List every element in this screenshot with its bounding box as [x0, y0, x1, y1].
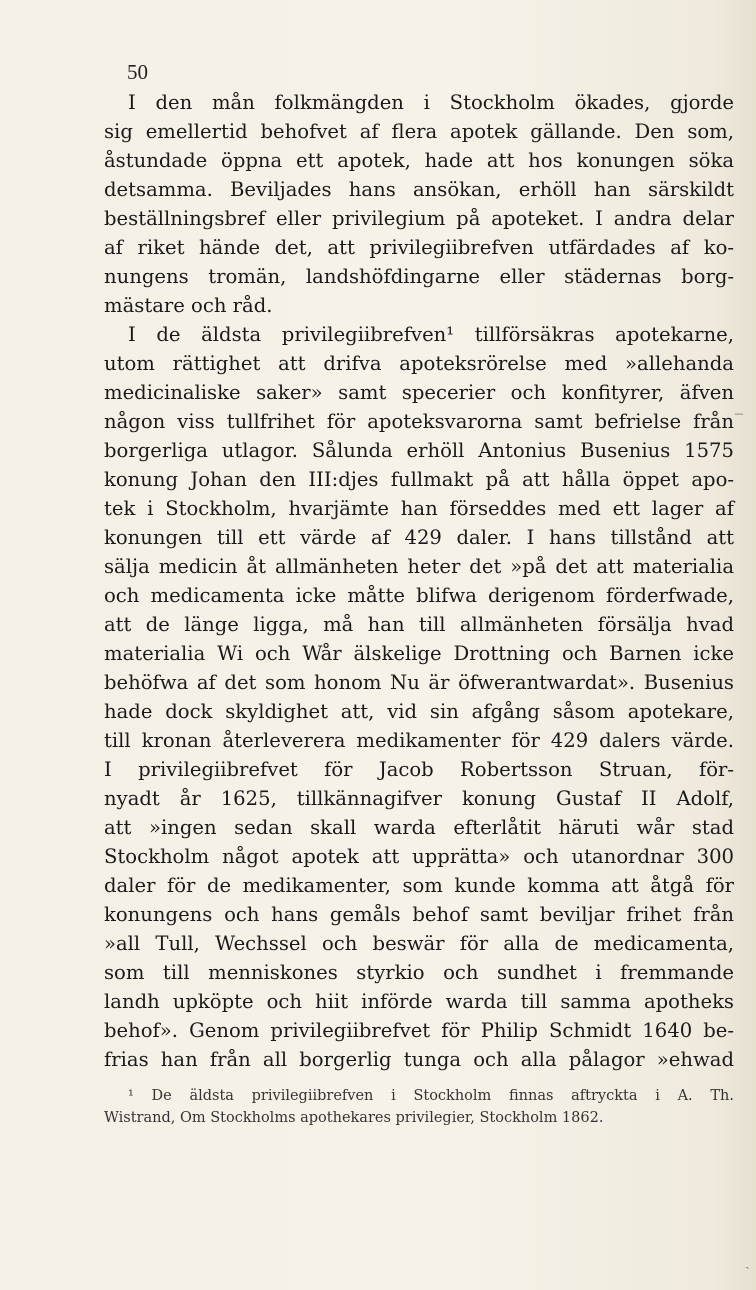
text-line: medicinaliske saker» samt specerier och konfityrer, äfven: [104, 381, 734, 404]
margin-tick-mark: ˎ: [745, 1255, 750, 1270]
text-line: detsamma. Beviljades hans ansökan, erhöll han särskildt: [104, 178, 734, 201]
text-line: landh upköpte och hiit införde warda till samma apotheks: [104, 990, 734, 1013]
text-line: I privilegiibrefvet för Jacob Robertsson Struan, för-: [104, 758, 734, 781]
text-line: borgerliga utlagor. Sålunda erhöll Antonius Busenius 1575: [104, 439, 734, 462]
margin-dash-mark: –: [735, 405, 743, 422]
text-line: att de länge ligga, må han till allmänheten försälja hvad: [104, 613, 734, 636]
text-line: som till menniskones styrkio och sundhet i fremmande: [104, 961, 734, 984]
footnote: [104, 1085, 734, 1129]
text-line: konung Johan den III:djes fullmakt på att hålla öppet apo-: [104, 468, 734, 491]
text-line: åstundade öppna ett apotek, hade att hos konungen söka: [104, 149, 734, 172]
footnote-line: Wistrand, Om Stockholms apothekares privilegier, Stockholm 1862.: [104, 1110, 604, 1126]
text-line: daler för de medikamenter, som kunde komma att åtgå för: [104, 874, 734, 897]
footnote-line: ¹ De äldsta privilegiibrefven i Stockholm finnas aftryckta i A. Th.: [128, 1088, 734, 1104]
page-number: 50: [127, 60, 148, 84]
text-line: behöfwa af det som honom Nu är öfwerantwardat». Busenius: [104, 671, 734, 694]
text-line: frias han från all borgerlig tunga och alla pålagor »ehwad: [104, 1048, 734, 1071]
text-line: Stockholm något apotek att upprätta» och utanordnar 300: [104, 845, 734, 868]
text-line: sälja medicin åt allmänheten heter det »på det att materialia: [104, 555, 734, 578]
body-text: [104, 88, 734, 1074]
text-line: utom rättighet att drifva apoteksrörelse med »allehanda: [104, 352, 734, 375]
text-line: I den mån folkmängden i Stockholm ökades, gjorde: [128, 91, 734, 114]
text-line: nungens tromän, landshöfdingarne eller städernas borg-: [104, 265, 734, 288]
text-line: och medicamenta icke måtte blifwa derigenom förderfwade,: [104, 584, 734, 607]
text-line: till kronan återleverera medikamenter för 429 dalers värde.: [104, 729, 734, 752]
text-line: att »ingen sedan skall warda efterlåtit häruti wår stad: [104, 816, 734, 839]
text-line: materialia Wi och Wår älskelige Drottning och Barnen icke: [104, 642, 734, 665]
text-line: nyadt år 1625, tillkännagifver konung Gustaf II Adolf,: [104, 787, 734, 810]
text-line: hade dock skyldighet att, vid sin afgång såsom apotekare,: [104, 700, 734, 723]
text-line: behof». Genom privilegiibrefvet för Philip Schmidt 1640 be-: [104, 1019, 734, 1042]
text-line: af riket hände det, att privilegiibrefven utfärdades af ko-: [104, 236, 734, 259]
text-line: tek i Stockholm, hvarjämte han förseddes med ett lager af: [104, 497, 734, 520]
text-line: I de äldsta privilegiibrefven¹ tillförsäkras apotekarne,: [128, 323, 734, 346]
text-line: någon viss tullfrihet för apoteksvarorna samt befrielse från: [104, 410, 734, 433]
text-line: konungens och hans gemåls behof samt beviljar frihet från: [104, 903, 734, 926]
text-line: beställningsbref eller privilegium på apoteket. I andra delar: [104, 207, 734, 230]
text-line: sig emellertid behofvet af flera apotek gällande. Den som,: [104, 120, 734, 143]
text-line: »all Tull, Wechssel och beswär för alla de medicamenta,: [104, 932, 734, 955]
text-line: konungen till ett värde af 429 daler. I hans tillstånd att: [104, 526, 734, 549]
text-line: mästare och råd.: [104, 294, 273, 317]
